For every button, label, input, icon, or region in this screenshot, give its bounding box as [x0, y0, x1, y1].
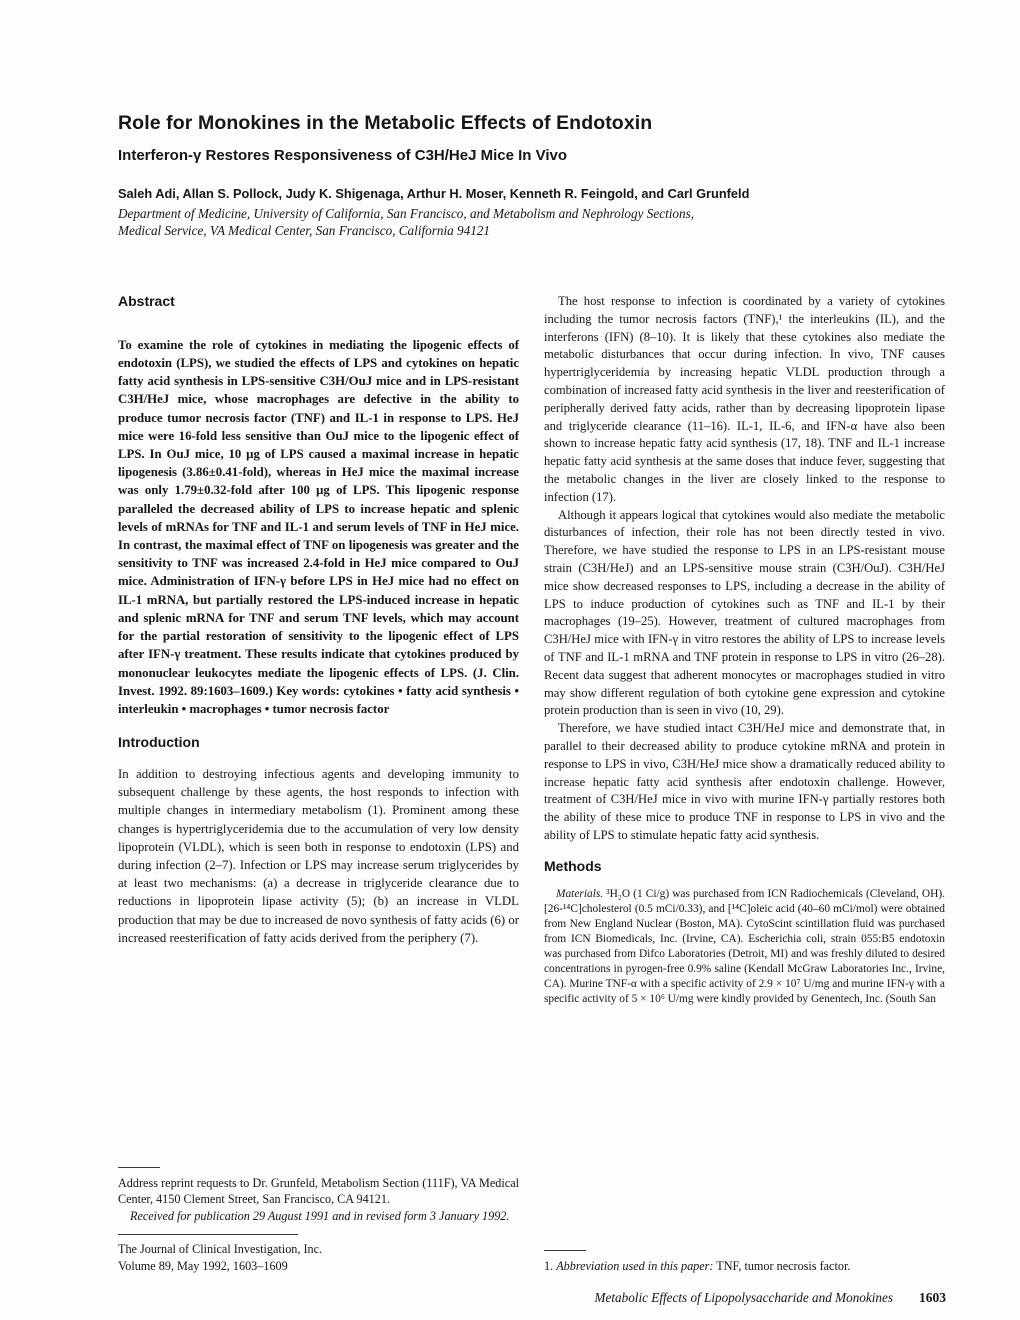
right-footnote-block [544, 1250, 945, 1281]
body-paragraph-3: Therefore, we have studied intact C3H/HeJ mice and demonstrate that, in parallel to their decreased ability to produce cytokine mRNA and protein in response to LPS in vivo, C3H/HeJ mice show a dramatically reduced ability to increase hepatic fatty acid synthesis after endotoxin challenge. However, treatment of C3H/HeJ mice in vivo with murine IFN-γ partially restores both the ability of these mice to produce TNF in response to LPS in vivo and the ability of LPS to stimulate hepatic fatty acid synthesis. [544, 721, 945, 842]
affiliation-line-1: Department of Medicine, University of California, San Francisco, and Metabolism and Nephrology Sections, [118, 206, 695, 222]
journal-name: The Journal of Clinical Investigation, Inc. [118, 1242, 323, 1257]
left-footnote-block [118, 1167, 519, 1281]
received-note: Received for publication 29 August 1991 and in revised form 3 January 1992. [130, 1208, 510, 1223]
right-column [544, 293, 945, 1281]
abbreviation-footnote [544, 1258, 945, 1275]
introduction-text: In addition to destroying infectious agents and developing immunity to subsequent challenge by these agents, the host responds to infection with multiple changes in intermediary metabolism (1). Prominent among these changes is hypertriglyceridemia due to the accumulation of very low density lipoprotein (VLDL), which is seen both in response to endotoxin (LPS) and during infection (2–7). Infection or LPS may increase serum triglycerides by at least two mechanisms: (a) a decrease in triglyceride clearance due to reductions in lipoprotein lipase activity (5); (b) an increase in VLDL production that may be due to increased de novo synthesis of fatty acids (6) or increased reesterification of fatty acids derived from the periphery (7). [118, 766, 519, 945]
methods-text [544, 887, 945, 1007]
running-title: Metabolic Effects of Lipopolysaccharide and Monokines [594, 1290, 893, 1305]
left-column [118, 293, 519, 1281]
affiliation [118, 206, 946, 239]
paper-subtitle: Interferon-γ Restores Responsiveness of C3H/HeJ Mice In Vivo [118, 147, 568, 165]
abstract-heading: Abstract [118, 293, 175, 310]
paper-title: Role for Monokines in the Metabolic Effects of Endotoxin [118, 112, 653, 134]
page-footer [595, 1290, 947, 1306]
page-number: 1603 [919, 1290, 946, 1305]
footnote-number: 1. [544, 1259, 557, 1274]
abstract-text: To examine the role of cytokines in mediating the lipogenic effects of endotoxin (LPS), we studied the effects of LPS and cytokines on hepatic fatty acid synthesis in LPS-sensitive C3H/OuJ mice and in LPS-resistant C3H/HeJ mice, whose macrophages are defective in the ability to produce tumor necrosis factor (TNF) and IL-1 in response to LPS. HeJ mice were 16-fold less sensitive than OuJ mice to the lipogenic effect of LPS. In OuJ mice, 10 μg of LPS caused a maximal increase in hepatic lipogenesis (3.86±0.41-fold), whereas in HeJ mice the maximal increase was only 1.79±0.32-fold after 100 μg of LPS. This lipogenic response paralleled the decreased ability of LPS to increase hepatic and splenic levels of mRNAs for TNF and IL-1 and serum levels of TNF in HeJ mice. In contrast, the maximal effect of TNF on lipogenesis was greater and the sensitivity to TNF was increased 2.4-fold in HeJ mice compared to OuJ mice. Administration of IFN-γ before LPS in HeJ mice had no effect on IL-1 mRNA, but partially restored the LPS-induced increase in hepatic and splenic mRNA for TNF and serum TNF levels, which may account for the partial restoration of sensitivity to the lipogenic effect of LPS after IFN-γ treatment. These results indicate that cytokines produced by mononuclear leukocytes mediate the lipogenic effects of LPS. (J. Clin. Invest. 1992. 89:1603–1609.) Key words: cytokines • fatty acid synthesis • interleukin • macrophages • tumor necrosis factor [118, 337, 519, 716]
footnote-divider [118, 1167, 160, 1168]
footnote-italic-text: Abbreviation used in this paper: [556, 1259, 714, 1274]
body-paragraph-1: The host response to infection is coordinated by a variety of cytokines including the tumor necrosis factors (TNF),¹ the interleukins (IL), and the interferons (IFN) (8–10). It is likely that these cytokines also mediate the metabolic disturbances that occur during infection. In vivo, TNF causes hypertriglyceridemia by increasing hepatic VLDL production through a combination of increased fatty acid synthesis in the liver and reesterification of peripherally derived fatty acids, rather than by decreasing lipoprotein lipase and triglyceride clearance (11–16). IL-1, IL-6, and IFN-α have also been shown to increase hepatic fatty acid synthesis (17, 18). TNF and IL-1 increase hepatic fatty acid synthesis at the same doses that induce fever, suggesting that the metabolic changes in the liver are closely linked to the response to infection (17). [544, 294, 945, 504]
methods-body-text: ³H₂O (1 Ci/g) was purchased from ICN Radiochemicals (Cleveland, OH). [26-¹⁴C]cholesterol (0.5 mCi/0.33), and [¹⁴C]oleic acid (40–60 mCi/mol) were obtained from New England Nuclear (Boston, MA). CytoScint scintillation fluid was purchased from ICN Biomedicals, Inc. (Irvine, CA). Escherichia coli, strain 055:B5 endotoxin was purchased from Difco Laboratories (Detroit, MI) and was freshly diluted to desired concentrations in pyrogen-free 0.9% saline (Kendall McGraw Laboratories Inc., Irvine, CA). Murine TNF-α with a specific activity of 2.9 × 10⁷ U/mg and murine IFN-γ with a specific activity of 5 × 10⁶ U/mg were kindly provided by Genentech, Inc. (South San [544, 887, 945, 1005]
footnote-divider [544, 1250, 586, 1251]
paper-header [118, 112, 946, 239]
journal-volume: Volume 89, May 1992, 1603–1609 [118, 1259, 288, 1274]
methods-heading: Methods [544, 857, 602, 874]
affiliation-line-2: Medical Service, VA Medical Center, San Francisco, California 94121 [118, 222, 490, 238]
methods-lead-in: Materials. [556, 887, 604, 900]
footnote-plain-text: TNF, tumor necrosis factor. [713, 1259, 851, 1274]
two-column-body [118, 293, 946, 1281]
reprint-note: Address reprint requests to Dr. Grunfeld, Metabolism Section (111F), VA Medical Center, 4150 Clement Street, San Francisco, CA 94121. [118, 1175, 519, 1207]
journal-divider [118, 1234, 298, 1235]
author-list: Saleh Adi, Allan S. Pollock, Judy K. Shigenaga, Arthur H. Moser, Kenneth R. Feingold, and Carl Grunfeld [118, 186, 750, 202]
body-paragraph-2: Although it appears logical that cytokines would also mediate the metabolic disturbances of infection, their role has not been directly tested in vivo. Therefore, we have studied the response to LPS in an LPS-resistant mouse strain (C3H/HeJ) and an LPS-sensitive mouse strain (C3H/OuJ). C3H/HeJ mice show decreased responses to LPS, including a decrease in the ability of LPS to induce production of cytokines such as TNF and IL-1 by their macrophages (19–25). However, treatment of cultured macrophages from C3H/HeJ mice with IFN-γ in vitro restores the ability of LPS to increase levels of TNF and IL-1 mRNA and TNF protein in response to LPS in vitro (26–28). Recent data suggest that adherent monocytes or macrophages studied in vitro may show different regulation of both cytokine gene expression and cytokine protein production than is seen in vivo (10, 29). [544, 507, 945, 718]
introduction-heading: Introduction [118, 734, 200, 751]
